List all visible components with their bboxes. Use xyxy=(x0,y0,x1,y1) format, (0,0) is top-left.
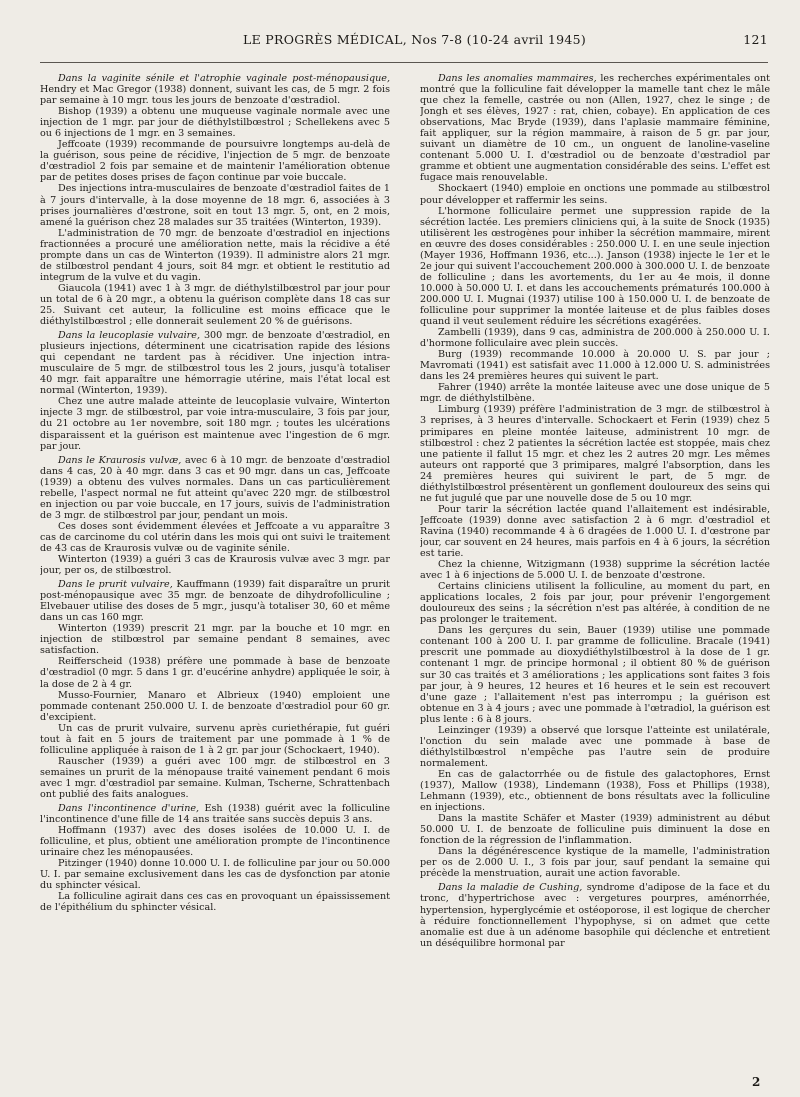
paragraph xyxy=(40,73,390,106)
paragraph xyxy=(40,723,390,756)
paragraph-text: Esh (1938) guérit avec la folliculine l'incontinence d'une fille de 14 ans traitée sans succès depuis 3 ans. xyxy=(40,803,390,826)
paragraph xyxy=(420,813,770,846)
right-column xyxy=(420,70,770,1070)
paragraph-text: Bishop (1939) a obtenu une muqueuse vaginale normale avec une injection de 1 mgr. par jour de diéthylstilbœstrol ; Schellekens avec 5 ou 6 injections de 1 mgr. en 3 semaines. xyxy=(40,106,390,140)
paragraph xyxy=(420,625,770,724)
paragraph xyxy=(420,504,770,559)
paragraph-text: Shockaert (1940) emploie en onctions une pommade au stilbœstrol pour développer et raffermir les seins. xyxy=(420,183,770,206)
page-number: 121 xyxy=(743,32,768,47)
running-header xyxy=(40,30,768,50)
paragraph-text: Burg (1939) recommande 10.000 à 20.000 U. S. par jour ; Mavromati (1941) est satisfait avec 11.000 à 12.000 U. S. administrées dans les 24 premières heures qui suivent le part. xyxy=(420,349,770,383)
paragraph-text: Fahrer (1940) arrête la montée laiteuse avec une dose unique de 5 mgr. de diéthylstilbène. xyxy=(420,382,770,405)
header-rule xyxy=(40,62,768,63)
paragraph xyxy=(420,327,770,349)
section-lead: Dans l'incontinence d'urine, xyxy=(58,803,200,815)
paragraph xyxy=(40,183,390,227)
paragraph-text: Des injections intra-musculaires de benzoate d'œstradiol faites de 1 à 7 jours d'intervalle, à la dose moyenne de 18 mgr. 6, associées à 3 prises journalières d'œstrone, soit en tout 13 mgr. 5, ont, en 2 mois, amené la guérison chez 28 malades sur 35 traitées (Winterton, 1939). xyxy=(40,183,390,228)
paragraph-text: Ces doses sont évidemment élevées et Jeffcoate a vu apparaître 3 cas de carcinome du col utérin dans les mois qui ont suivi le traitement de 43 cas de Kraurosis vulvæ ou de vaginite sénile. xyxy=(40,520,390,554)
paragraph-text: Dans la mastite Schäfer et Master (1939) administrent au début 50.000 U. I. de benzoate de folliculine puis diminuent la dose en fonction de la régression de l'inflammation. xyxy=(420,813,770,847)
paragraph-text: 300 mgr. de benzoate d'œstradiol, en plusieurs injections, déterminent une cicatrisation rapide des lésions qui cependant ne tardent pas à récidiver. Une injection intra-musculaire de 5 mgr. de stilbœstrol tous les 2 jours, jusqu'à totaliser 40 mgr. fait apparaître une hémorragie utérine, mais l'état local est normal (Winterton, 1939). xyxy=(40,330,390,397)
left-column xyxy=(40,70,390,1070)
paragraph xyxy=(420,183,770,205)
paragraph xyxy=(420,382,770,404)
paragraph-text: Dans les gerçures du sein, Bauer (1939) utilise une pommade contenant 100 à 200 U. I. par gramme de folliculine. Bracale (1941) prescrit une pommade au dioxydiéthylstilbœstrol à la dose de 1 gr. contenant 1 mgr. de principe hormonal ; il obtient 80 % de guérison sur 30 cas traités et 3 améliorations ; les applications sont faites 3 fois par jour, à 9 heures, 12 heures et 16 heures et le sein est recouvert d'une gaze ; l'allaitement n'est pas interrompu ; la guérison est obtenue en 3 à 4 jours ; avec une pommade à l'œtradiol, la guérison est plus lente : 6 à 8 jours. xyxy=(420,625,770,725)
paragraph-text: Giaucola (1941) avec 1 à 3 mgr. de diéthylstilbœstrol par jour pour un total de 6 à 20 mgr., a obtenu la guérison complète dans 18 cas sur 25. Suivant cet auteur, la folliculine est moins efficace que le diéthylstilbœstrol ; elle donnerait seulement 20 % de guérisons. xyxy=(40,282,390,328)
paragraph xyxy=(40,891,390,913)
paragraph-text: Kauffmann (1939) fait disparaître un prurit post-ménopausique avec 35 mgr. de benzoate de dihydrofolliculine ; Elvebauer utilise des doses de 5 mgr., jusqu'à totaliser 30, 60 et même dans un cas 160 mgr. xyxy=(40,579,390,624)
paragraph xyxy=(40,756,390,800)
paragraph-text: Leinzinger (1939) a observé que lorsque l'atteinte est unilatérale, l'onction du sein malade avec une pommade à base de diéthylstilbœstrol n'empêche pas l'autre sein de produire normalement. xyxy=(420,724,770,769)
paragraph-text: Pour tarir la sécrétion lactée quand l'allaitement est indésirable, Jeffcoate (1939) donne avec satisfaction 2 à 6 mgr. d'œstradiol et Ravina (1940) recommande 4 à 6 dragées de 1.000 U. I. d'œstrone par jour, car souvent en 24 heures, mais parfois en 4 à 6 jours, la sécrétion est tarie. xyxy=(420,503,770,560)
paragraph-text: Un cas de prurit vulvaire, survenu après curiethérapie, fut guéri tout à fait en 5 jours de traitement par une pommade à 1 % de folliculine appliquée à raison de 1 à 2 gr. par jour (Schockaert, 1940). xyxy=(40,722,390,756)
paragraph-text: Winterton (1939) a guéri 3 cas de Kraurosis vulvæ avec 3 mgr. par jour, per os, de stilbœstrol. xyxy=(40,554,390,577)
paragraph xyxy=(420,206,770,328)
paragraph xyxy=(40,803,390,825)
paragraph-text: Reifferscheid (1938) préfère une pommade à base de benzoate d'œstradiol (0 mgr. 5 dans 1 gr. d'eucérine anhydre) appliquée le soir, à la dose de 2 à 4 gr. xyxy=(40,656,390,690)
paragraph xyxy=(40,228,390,283)
paragraph-text: Certains cliniciens utilisent la folliculine, au moment du part, en applications locales, 2 fois par jour, pour prévenir l'engorgement douloureux des seins ; la sécrétion n'est pas altérée, à condition de ne pas prolonger le traitement. xyxy=(420,581,770,626)
paragraph-text: syndrome d'adipose de la face et du tronc, d'hypertrichose avec : vergetures pourpres, aménorrhée, hypertension, hyperglycémie et ostéoporose, il est logique de chercher à réduire fonctionnellement l'hypophyse, si on admet que cette anomalie est due à un adénome basophile qui déclenche et entretient un déséquilibre hormonal par xyxy=(420,882,770,949)
section-lead: Dans les anomalies mammaires, xyxy=(438,73,597,84)
paragraph-text: avec 6 à 10 mgr. de benzoate d'œstradiol dans 4 cas, 20 à 40 mgr. dans 3 cas et 90 mgr. dans un cas, Jeffcoate (1939) a obtenu des vulves normales. Dans un cas particulièrement rebelle, l'aspect normal ne fut atteint qu'avec 220 mgr. de stilbœstrol en injection ou par voie buccale, en 17 jours, suivis de l'administration de 3 mgr. de stilbœstrol par jour, pendant un mois. xyxy=(40,454,390,521)
signature-mark: 2 xyxy=(752,1075,761,1089)
paragraph-text: L'administration de 70 mgr. de benzoate d'œstradiol en injections fractionnées a procuré une amélioration nette, mais la récidive a été prompte dans un cas de Winterton (1939). Il administre alors 21 mgr. de stilbœstrol pendant 4 jours, soit 84 mgr. et obtient le restitutio ad integrum de la vulve et du vagin. xyxy=(40,227,390,283)
paragraph-text: Rauscher (1939) a guéri avec 100 mgr. de stilbœstrol en 3 semaines un prurit de la ménopause traité vainement pendant 6 mois avec 1 mgr. d'œstradiol par semaine. Kulman, Tscherne, Schrattenbach ont publié des faits analogues. xyxy=(40,755,390,800)
paragraph-text: Limburg (1939) préfère l'administration de 3 mgr. de stilbœstrol à 3 reprises, à 3 heures d'intervalle. Schockaert et Ferin (1939) chez 5 primipares en pleine montée laiteuse, administrent 10 mgr. de stilbœstrol : chez 2 patientes la sécrétion lactée est stoppée, mais chez une patiente il fallut 15 mgr. et chez les 2 autres 20 mgr. Les mêmes auteurs ont rapporté que 3 primipares, malgré l'absorption, dans les 24 premières heures qui suivirent le part, de 5 mgr. de diéthylstilbœstrol présentèrent un gonflement douloureux des seins qui ne fut jugulé que par une nouvelle dose de 5 ou 10 mgr. xyxy=(420,404,770,504)
paragraph xyxy=(40,690,390,723)
paragraph xyxy=(420,846,770,879)
paragraph xyxy=(40,623,390,656)
paragraph-text: Hendry et Mac Gregor (1938) donnent, suivant les cas, de 5 mgr. 2 fois par semaine à 10 mgr. tous les jours de benzoate d'œstradiol. xyxy=(40,84,390,107)
paragraph xyxy=(40,106,390,139)
paragraph-text: Winterton (1939) prescrit 21 mgr. par la bouche et 10 mgr. en injection de stilbœstrol par semaine pendant 8 semaines, avec satisfaction. xyxy=(40,623,390,657)
paragraph-text: Chez la chienne, Witzigmann (1938) supprime la sécrétion lactée avec 1 à 6 injections de 5.000 U. I. de benzoate d'œstrone. xyxy=(420,559,770,582)
paragraph xyxy=(420,73,770,183)
paragraph xyxy=(420,581,770,625)
paragraph xyxy=(420,404,770,503)
paragraph xyxy=(420,882,770,948)
paragraph xyxy=(40,455,390,521)
paragraph-text: Chez une autre malade atteinte de leucoplasie vulvaire, Winterton injecte 3 mgr. de stilbœstrol, par voie intra-musculaire, 3 fois par jour, du 21 octobre au 1er novembre, soit 180 mgr. ; toutes les ulcérations disparaissent et la guérison est maintenue avec l'ingestion de 6 mgr. par jour. xyxy=(40,396,390,452)
section-lead: Dans le prurit vulvaire, xyxy=(58,579,173,591)
paragraph-text: Dans la dégénérescence kystique de la mamelle, l'administration per os de 2.000 U. I., 3 fois par jour, sauf pendant la semaine qui précède la menstruation, aurait une action favorable. xyxy=(420,846,770,880)
paragraph xyxy=(40,396,390,451)
paragraph xyxy=(420,769,770,813)
paragraph xyxy=(40,579,390,623)
paragraph-text: les recherches expérimentales ont montré que la folliculine fait développer la mamelle tant chez le mâle que chez la femelle, castrée ou non (Allen, 1927, chez le singe ; de Jongh et ses élèves, 1927 : rat, chien, cobaye). En application de ces observations, Mac Bryde (1939), dans l'aplasie mammaire féminine, fait appliquer, sur la région mammaire, à raison de 5 gr. par jour, suivant un diamètre de 10 cm., un onguent de lanoline-vaseline contenant 5.000 U. I. d'œstradiol ou de benzoate d'œstradiol par gramme et obtient une augmentation considérable des seins. L'effet est fugace mais renouvelable. xyxy=(420,73,770,184)
paragraph xyxy=(420,559,770,581)
paragraph xyxy=(40,656,390,689)
paragraph-text: La folliculine agirait dans ces cas en provoquant un épaississement de l'épithélium du sphincter vésical. xyxy=(40,891,390,914)
paragraph xyxy=(40,554,390,576)
paragraph-text: Zambelli (1939), dans 9 cas, administra de 200.000 à 250.000 U. I. d'hormone folliculaire avec plein succès. xyxy=(420,327,770,350)
section-lead: Dans la vaginite sénile et l'atrophie vaginale post-ménopausique, xyxy=(58,73,390,84)
running-title: LE PROGRÈS MÉDICAL, Nos 7-8 (10-24 avril 1945) xyxy=(243,32,587,47)
paragraph xyxy=(40,858,390,891)
paragraph xyxy=(420,725,770,769)
paragraph xyxy=(40,825,390,858)
paragraph xyxy=(40,283,390,327)
paragraph xyxy=(420,349,770,382)
paragraph-text: Musso-Fournier, Manaro et Albrieux (1940) emploient une pommade contenant 250.000 U. I. de benzoate d'œstradiol pour 60 gr. d'excipient. xyxy=(40,689,390,723)
section-lead: Dans le Kraurosis vulvæ, xyxy=(58,454,182,466)
paragraph-text: Hoffmann (1937) avec des doses isolées de 10.000 U. I. de folliculine, et plus, obtient une amélioration prompte de l'incontinence urinaire chez les ménopausées. xyxy=(40,825,390,859)
paragraph xyxy=(40,139,390,183)
paragraph-text: L'hormone folliculaire permet une suppression rapide de la sécrétion lactée. Les premiers cliniciens qui, à la suite de Snock (1935) utilisèrent les œstrogènes pour inhiber la sécrétion mammaire, mirent en œuvre des doses considérables : 250.000 U. I. en une seule injection (Mayer 1936, Hoffmann 1936, etc...). Janson (1938) injecte le 1er et le 2e jour qui suivent l'accouchement 200.000 à 300.000 U. I. de benzoate de folliculine ; dans les avortements, du 1er au 4e mois, il donne 10.000 à 50.000 U. I. et dans les accouchements prématurés 100.000 à 200.000 U. I. Mugnai (1937) utilise 100 à 150.000 U. I. de benzoate de folliculine pour supprimer la montée laiteuse et de plus faibles doses quand il veut seulement réduire les sécrétions exagérées. xyxy=(420,205,770,328)
section-lead: Dans la leucoplasie vulvaire, xyxy=(58,330,200,342)
paragraph-text: Jeffcoate (1939) recommande de poursuivre longtemps au-delà de la guérison, sous peine de récidive, l'injection de 5 mgr. de benzoate d'œstradiol 2 fois par semaine et de maintenir l'amélioration obtenue par de petites doses prises de façon continue par voie buccale. xyxy=(40,139,390,184)
paragraph-text: En cas de galactorrhée ou de fistule des galactophores, Ernst (1937), Mallow (1938), Lindemann (1938), Foss et Phillips (1938), Lehmann (1939), etc., obtiennent de bons résultats avec la folliculine en injections. xyxy=(420,768,770,814)
section-lead: Dans la maladie de Cushing, xyxy=(438,882,583,894)
paragraph xyxy=(40,330,390,396)
paragraph-text: Pitzinger (1940) donne 10.000 U. I. de folliculine par jour ou 50.000 U. I. par semaine exclusivement dans les cas de dysfonction par atonie du sphincter vésical. xyxy=(40,858,390,892)
paragraph xyxy=(40,521,390,554)
